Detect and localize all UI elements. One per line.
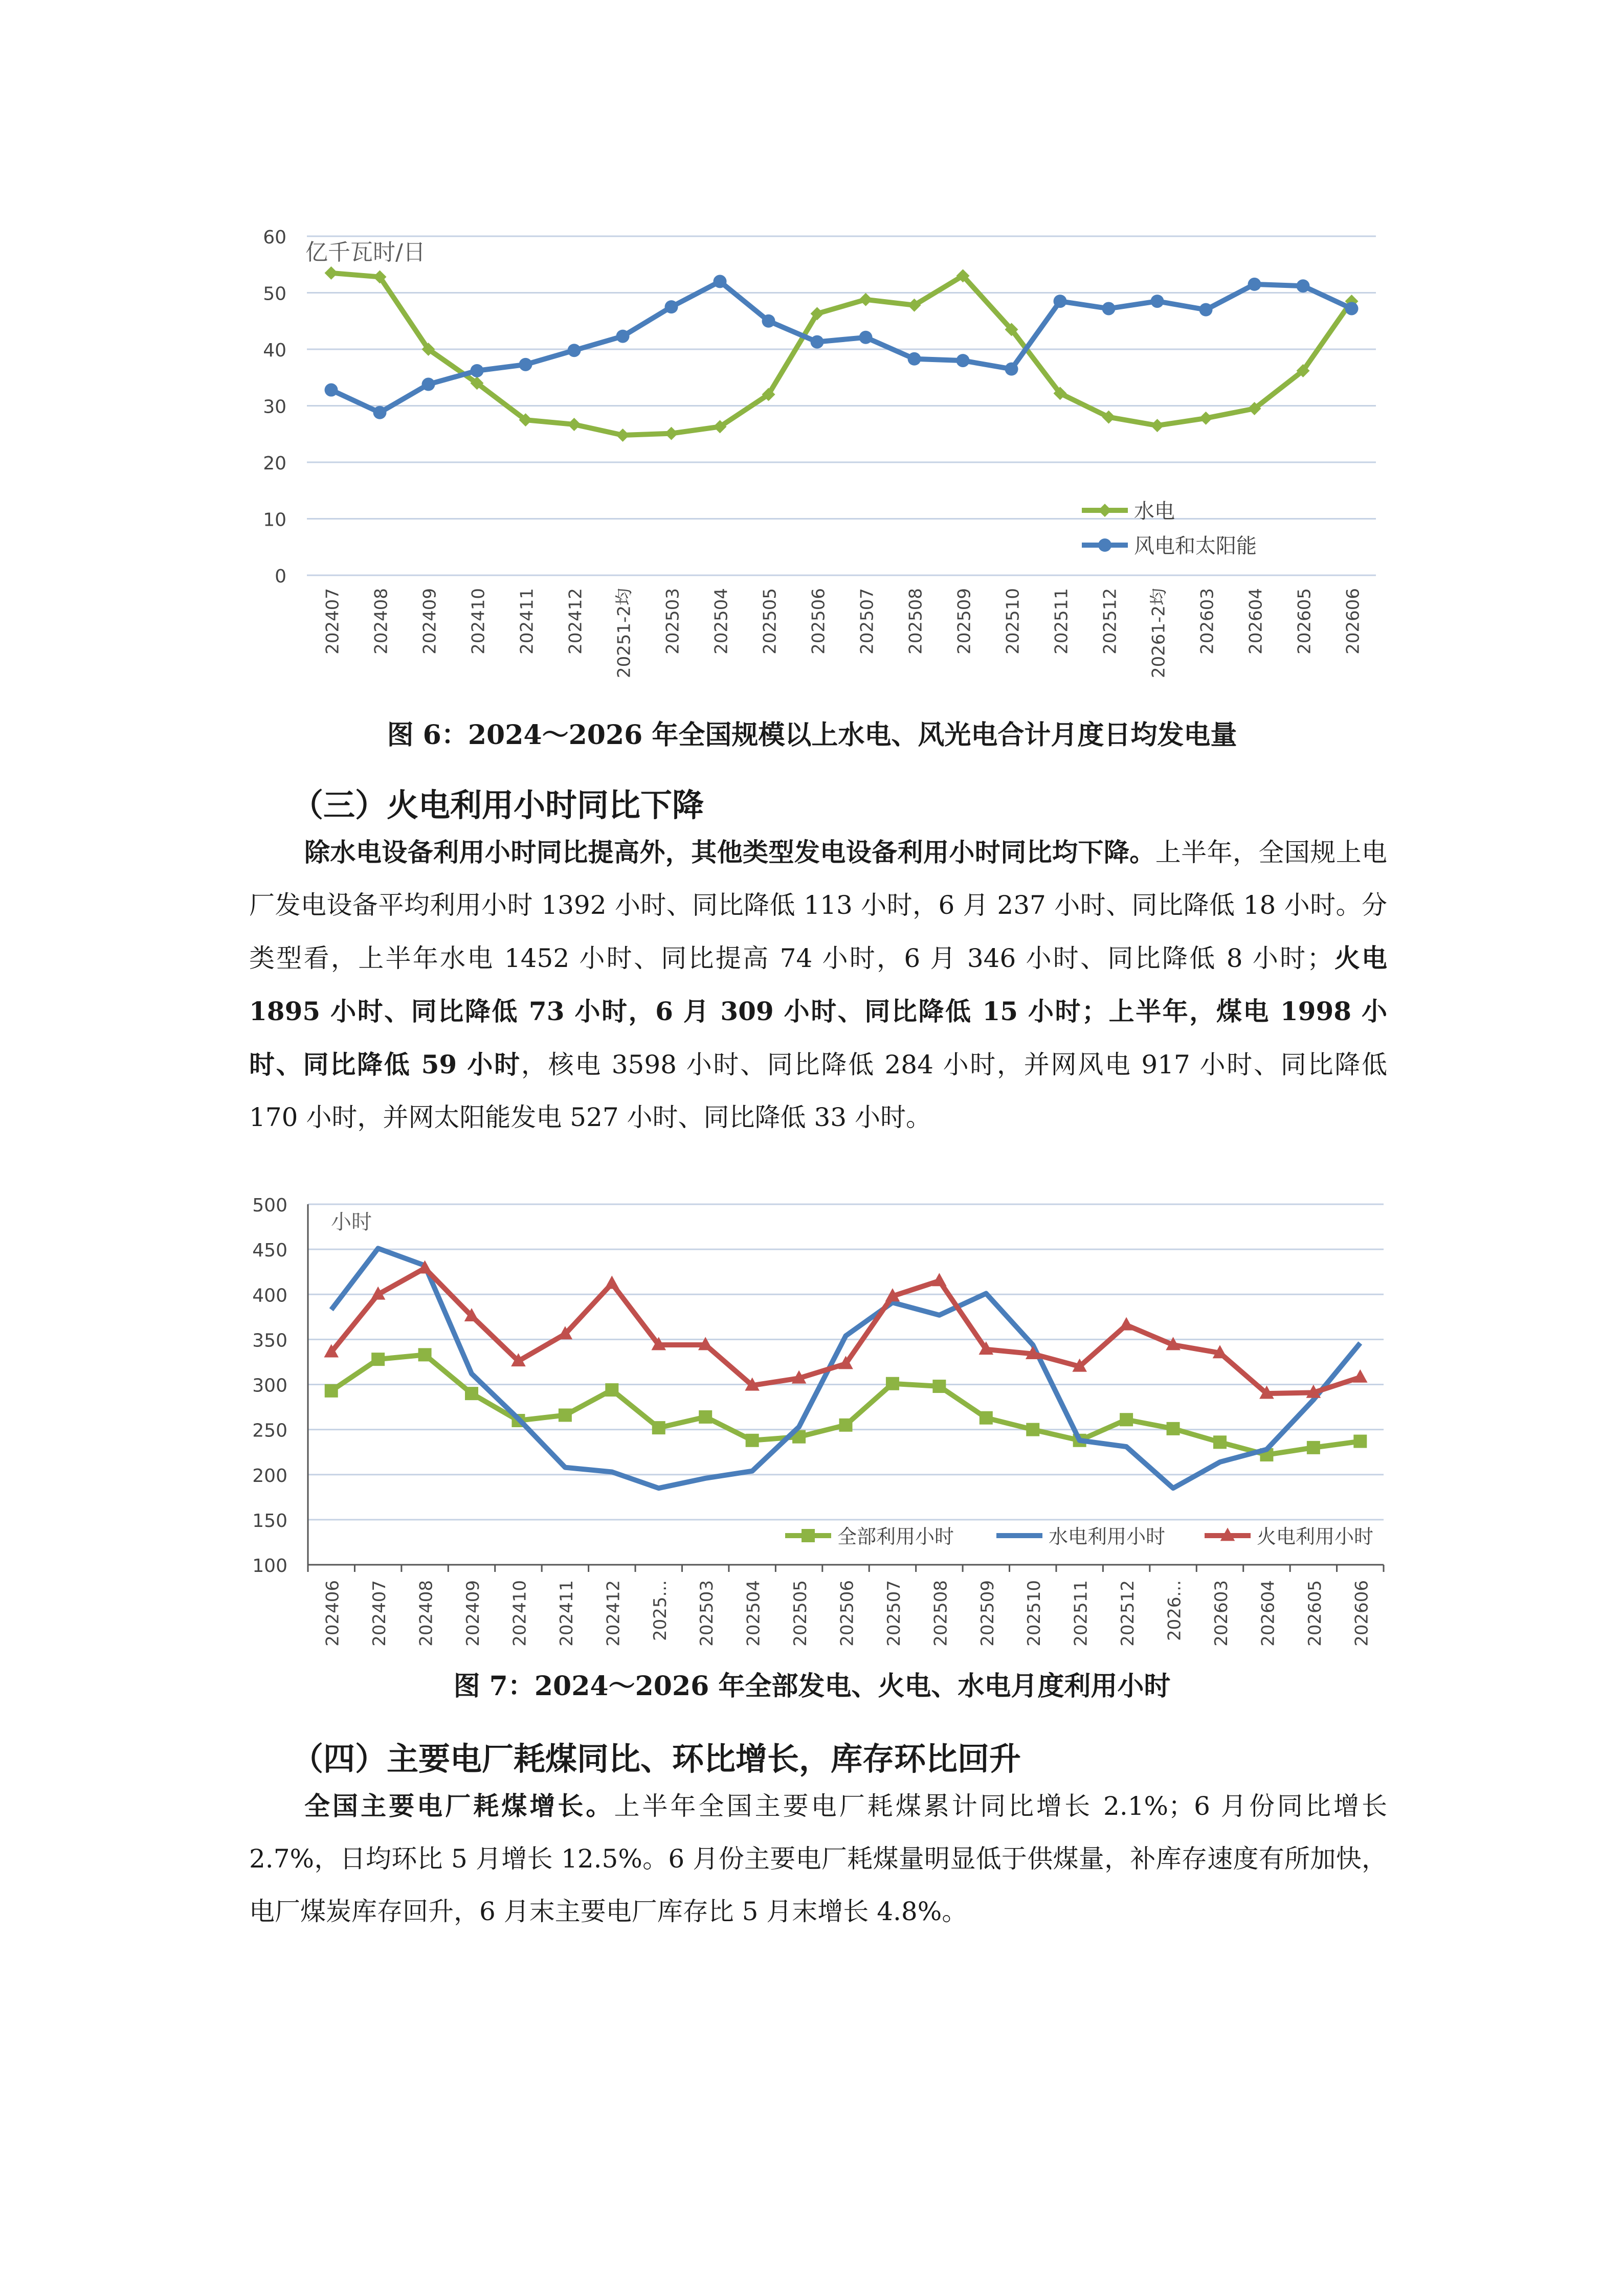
fig6-x-category-label: 202509 xyxy=(954,588,975,655)
fig6-legend-1-label: 水电 xyxy=(1134,500,1175,523)
section-4-paragraph xyxy=(249,1780,1387,1938)
fig7-series-1-point xyxy=(1167,1422,1180,1435)
fig6-x-category-label: 202510 xyxy=(1003,588,1024,655)
section-3-text-b: ，核电 3598 小时、同比降低 284 小时，并网风电 917 小时、同比降低 170 小时，并网太阳能发电 527 小时、同比降低 33 小时。 xyxy=(249,1050,1387,1132)
fig7-unit-label: 小时 xyxy=(331,1210,372,1234)
section-3-bold-lead: 除水电设备利用小时同比提高外，其他类型发电设备利用小时同比均下降。 xyxy=(304,837,1155,867)
fig7-series-1-point xyxy=(886,1377,899,1390)
fig7-series-3-point xyxy=(1353,1369,1368,1383)
fig7-x-category-label: 202406 xyxy=(322,1580,343,1647)
fig7-legend-1-marker xyxy=(802,1529,815,1542)
fig7-legend-1-label: 全部利用小时 xyxy=(837,1525,954,1548)
fig7-series-1-point xyxy=(980,1411,993,1425)
fig6-series-2-point xyxy=(1054,295,1067,308)
fig6-series-2-point xyxy=(859,331,873,344)
fig6-x-category-label: 202412 xyxy=(565,588,586,655)
fig7-series-3-point xyxy=(1119,1317,1134,1331)
fig7-x-category-label: 202509 xyxy=(977,1580,998,1647)
fig6-legend-2-marker xyxy=(1098,538,1111,552)
fig7-x-category-label: 202506 xyxy=(837,1580,858,1647)
fig6-unit-label: 亿千瓦时/日 xyxy=(305,239,426,265)
fig7-series-1-point xyxy=(1213,1435,1227,1449)
fig6-y-tick-label: 30 xyxy=(263,396,286,418)
section-3-heading: （三）火电利用小时同比下降 xyxy=(292,786,704,824)
fig6-x-category-label: 202506 xyxy=(808,588,829,655)
fig6-x-category-label: 202410 xyxy=(468,588,489,655)
fig6-legend-2-label: 风电和太阳能 xyxy=(1134,534,1257,558)
fig7-series-1-point xyxy=(605,1383,618,1397)
fig7-x-category-label: 202504 xyxy=(743,1580,764,1647)
fig6-x-category-label: 202604 xyxy=(1245,588,1266,655)
fig7-x-category-label: 2025... xyxy=(650,1580,671,1641)
fig7-x-category-label: 202507 xyxy=(883,1580,904,1647)
section-3-paragraph xyxy=(249,826,1387,1144)
fig6-series-1-line xyxy=(331,273,1352,435)
fig6-series-2-point xyxy=(568,344,581,357)
fig7-series-3-point xyxy=(605,1276,619,1289)
fig7-y-tick-label: 250 xyxy=(252,1420,287,1442)
fig6-series-2-point xyxy=(1102,302,1116,315)
section-4-text: 上半年全国主要电厂耗煤累计同比增长 2.1%；6 月份同比增长 2.7%，日均环比 5 月增长 12.5%。6 月份主要电厂耗煤量明显低于供煤量，补库存速度有所加快，电厂煤炭库存回升，6 月末主要电厂库存比 5 月末增长 4.8%。 xyxy=(249,1791,1388,1926)
figure-7-chart xyxy=(240,1186,1396,1647)
fig7-series-3-line xyxy=(331,1268,1361,1393)
fig7-x-category-label: 202411 xyxy=(556,1580,577,1647)
fig7-x-category-label: 202510 xyxy=(1024,1580,1045,1647)
fig6-series-2-point xyxy=(811,335,824,349)
fig6-y-tick-label: 40 xyxy=(263,340,286,361)
section-3-bold-mid: 火电 1895 小时、同比降低 73 小时，6 月 309 小时、同比降低 15 小时；上半年，煤电 1998 小时、同比降低 59 小时 xyxy=(249,943,1388,1079)
fig6-series-2-point xyxy=(1005,363,1018,376)
fig7-legend-2-label: 水电利用小时 xyxy=(1049,1525,1166,1548)
fig6-series-1-point xyxy=(568,418,581,431)
fig6-series-2-line xyxy=(331,281,1352,412)
fig6-series-2-point xyxy=(956,354,970,367)
fig7-y-tick-label: 500 xyxy=(252,1195,287,1216)
fig6-series-1-point xyxy=(1199,412,1213,425)
fig6-series-2-point xyxy=(1199,303,1213,317)
fig7-x-category-label: 202408 xyxy=(416,1580,437,1647)
fig7-y-tick-label: 100 xyxy=(252,1556,287,1577)
figure-7-caption: 图 7：2024～2026 年全部发电、火电、水电月度利用小时 xyxy=(453,1671,1171,1702)
fig7-series-1-point xyxy=(839,1419,853,1432)
fig6-series-2-point xyxy=(762,314,775,328)
fig6-legend-1-marker xyxy=(1098,504,1111,517)
fig6-x-category-label: 202409 xyxy=(419,588,440,655)
fig6-x-category-label: 202503 xyxy=(662,588,683,655)
fig6-x-category-label: 202603 xyxy=(1197,588,1218,655)
fig7-x-category-label: 202605 xyxy=(1304,1580,1325,1647)
fig6-x-category-label: 202512 xyxy=(1100,588,1121,655)
fig6-y-tick-label: 50 xyxy=(263,283,286,305)
fig7-series-1-point xyxy=(371,1353,385,1366)
fig6-series-1-point xyxy=(1151,419,1164,432)
fig7-series-1-point xyxy=(1026,1423,1039,1436)
fig6-x-category-label: 202408 xyxy=(371,588,392,655)
fig7-x-category-label: 202407 xyxy=(369,1580,390,1647)
fig7-x-category-label: 202512 xyxy=(1118,1580,1139,1647)
fig7-series-1-point xyxy=(1307,1441,1320,1454)
fig7-y-tick-label: 200 xyxy=(252,1465,287,1487)
fig7-series-3-point xyxy=(932,1273,947,1286)
fig7-legend-3-label: 火电利用小时 xyxy=(1257,1525,1374,1548)
fig7-series-1-point xyxy=(1353,1435,1367,1448)
fig7-series-1-point xyxy=(746,1434,759,1447)
fig7-y-tick-label: 350 xyxy=(252,1330,287,1352)
fig7-y-tick-label: 150 xyxy=(252,1510,287,1532)
fig7-y-tick-label: 300 xyxy=(252,1375,287,1397)
fig6-series-2-point xyxy=(714,275,727,288)
fig6-x-category-label: 202407 xyxy=(322,588,343,655)
section-4-bold-lead: 全国主要电厂耗煤增长。 xyxy=(304,1791,614,1821)
fig7-x-category-label: 202511 xyxy=(1071,1580,1092,1647)
fig6-y-tick-label: 0 xyxy=(275,566,286,587)
fig6-y-tick-label: 10 xyxy=(263,509,286,531)
fig7-x-category-label: 202603 xyxy=(1211,1580,1232,1647)
fig6-series-2-point xyxy=(1345,302,1359,315)
fig6-x-category-label: 202508 xyxy=(905,588,926,655)
fig7-x-category-label: 202412 xyxy=(603,1580,624,1647)
fig7-series-1-point xyxy=(699,1410,712,1424)
fig7-x-category-label: 202606 xyxy=(1351,1580,1372,1647)
fig7-x-category-label: 202505 xyxy=(790,1580,811,1647)
fig6-series-2-point xyxy=(1151,295,1164,308)
fig6-series-1-point xyxy=(325,266,338,280)
figure-6-chart xyxy=(240,210,1396,716)
fig7-series-1-point xyxy=(325,1384,338,1398)
fig7-series-1-point xyxy=(559,1408,572,1422)
fig7-series-1-point xyxy=(932,1380,946,1393)
fig6-x-category-label: 202411 xyxy=(517,588,538,655)
fig6-x-category-label: 20261-2均 xyxy=(1148,588,1169,679)
fig6-series-1-point xyxy=(665,427,678,440)
fig7-x-category-label: 202410 xyxy=(509,1580,530,1647)
fig6-series-2-point xyxy=(325,384,338,397)
fig6-x-category-label: 202504 xyxy=(711,588,732,655)
fig7-x-category-label: 202409 xyxy=(463,1580,484,1647)
fig6-series-2-point xyxy=(665,300,678,313)
section-3-text-a: 上半年，全国规上电厂发电设备平均利用小时 1392 小时、同比降低 113 小时，6 月 237 小时、同比降低 18 小时。分类型看，上半年水电 1452 小时、同比提高 74 小时，6 月 346 小时、同比降低 8 小时； xyxy=(249,838,1388,973)
fig6-series-1-point xyxy=(616,429,630,442)
fig7-y-tick-label: 400 xyxy=(252,1285,287,1307)
fig6-series-2-point xyxy=(471,364,484,377)
figure-6-caption: 图 6：2024～2026 年全国规模以上水电、风光电合计月度日均发电量 xyxy=(387,719,1237,751)
fig7-series-1-point xyxy=(652,1421,665,1434)
fig6-series-2-point xyxy=(422,378,435,391)
fig6-x-category-label: 202511 xyxy=(1051,588,1072,655)
fig6-series-2-point xyxy=(373,406,387,419)
fig7-series-1-point xyxy=(418,1348,432,1361)
fig7-x-category-label: 202604 xyxy=(1258,1580,1279,1647)
fig7-y-tick-label: 450 xyxy=(252,1240,287,1262)
fig6-series-2-point xyxy=(1248,278,1261,291)
fig7-x-category-label: 2026... xyxy=(1164,1580,1185,1641)
fig6-y-tick-label: 20 xyxy=(263,453,286,474)
fig7-series-1-line xyxy=(331,1355,1361,1455)
fig6-y-tick-label: 60 xyxy=(263,227,286,248)
section-4-heading: （四）主要电厂耗煤同比、环比增长，库存环比回升 xyxy=(292,1740,1021,1777)
fig7-x-category-label: 202503 xyxy=(697,1580,718,1647)
fig7-series-1-point xyxy=(465,1387,478,1400)
fig7-series-1-point xyxy=(1120,1413,1133,1426)
fig7-x-category-label: 202508 xyxy=(930,1580,951,1647)
fig6-series-1-point xyxy=(859,293,873,306)
fig6-series-2-point xyxy=(908,352,921,366)
fig6-series-2-point xyxy=(519,358,532,371)
fig6-series-2-point xyxy=(1297,279,1310,292)
fig6-x-category-label: 202507 xyxy=(857,588,878,655)
fig6-x-category-label: 202606 xyxy=(1343,588,1364,655)
fig6-x-category-label: 202605 xyxy=(1294,588,1315,655)
fig6-x-category-label: 202505 xyxy=(760,588,781,655)
fig6-x-category-label: 20251-2均 xyxy=(614,588,635,679)
fig6-series-2-point xyxy=(616,330,630,343)
